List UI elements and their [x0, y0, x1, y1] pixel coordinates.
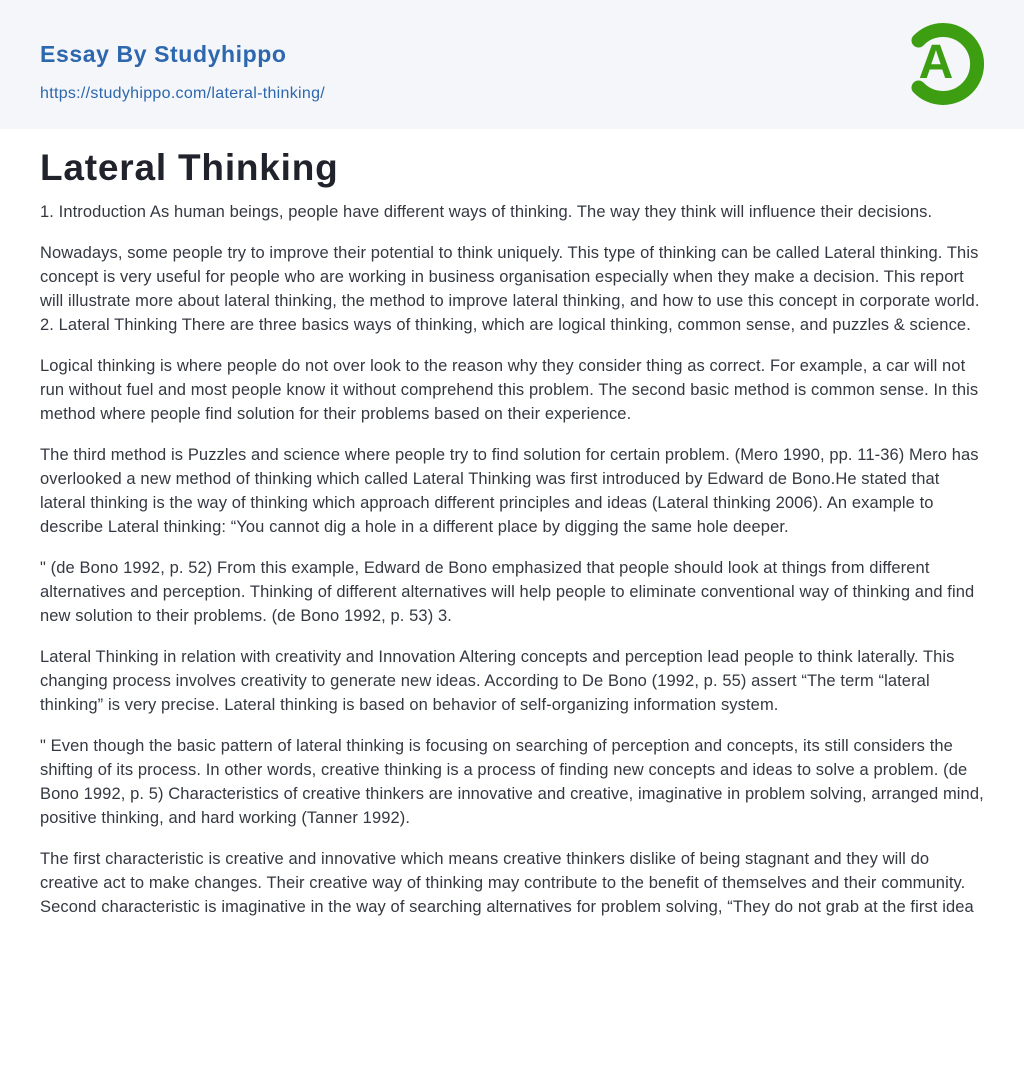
site-title: Essay By Studyhippo [40, 41, 287, 67]
article-title: Lateral Thinking [40, 147, 339, 188]
article [0, 145, 1024, 919]
studyhippo-logo-icon [894, 18, 986, 110]
page-url-link[interactable]: https://studyhippo.com/lateral-thinking/ [40, 85, 326, 102]
article-paragraph: Nowadays, some people try to improve their potential to think uniquely. This type of thinking can be called Lateral thinking. This concept is very useful for people who are working in business organisation especially when they make a decision. This report will illustrate more about lateral thinking, the method to improve lateral thinking, and how to use this concept in corporate world. 2. Lateral Thinking There are three basics ways of thinking, which are logical thinking, common sense, and puzzles & science. [40, 244, 980, 334]
article-paragraph: Logical thinking is where people do not over look to the reason why they consider thing as correct. For example, a car will not run without fuel and most people know it without comprehend this problem. The second basic method is common sense. In this method where people find solution for their problems based on their experience. [40, 357, 979, 423]
page-header [0, 0, 1024, 129]
article-paragraph: Lateral Thinking in relation with creativity and Innovation Altering concepts and perception lead people to think laterally. This changing process involves creativity to generate new ideas. According to De Bono (1992, p. 55) assert “The term “lateral thinking” is very precise. Lateral thinking is based on behavior of self-organizing information system. [40, 648, 955, 714]
article-paragraph: 1. Introduction As human beings, people have different ways of thinking. The way they think will influence their decisions. [40, 203, 933, 221]
article-paragraph: The first characteristic is creative and innovative which means creative thinkers dislike of being stagnant and they will do creative act to make changes. Their creative way of thinking may contribute to the benefit of themselves and their community. Second characteristic is imaginative in the way of searching alternatives for problem solving, “They do not grab at the first idea [40, 850, 974, 916]
article-body [40, 200, 984, 919]
logo-letter: A [918, 36, 954, 89]
article-paragraph: " (de Bono 1992, p. 52) From this example, Edward de Bono emphasized that people should look at things from different alternatives and perception. Thinking of different alternatives will help people to eliminate conventional way of thinking and find new solution to their problems. (de Bono 1992, p. 53) 3. [40, 559, 975, 625]
article-paragraph: The third method is Puzzles and science where people try to find solution for certain problem. (Mero 1990, pp. 11-36) Mero has overlooked a new method of thinking which called Lateral Thinking was first introduced by Edward de Bono.He stated that lateral thinking is the way of thinking which approach different principles and ideas (Lateral thinking 2006). An example to describe Lateral thinking: “You cannot dig a hole in a different place by digging the same hole deeper. [40, 446, 979, 536]
article-paragraph: " Even though the basic pattern of lateral thinking is focusing on searching of perception and concepts, its still considers the shifting of its process. In other words, creative thinking is a process of finding new concepts and ideas to solve a problem. (de Bono 1992, p. 5) Characteristics of creative thinkers are innovative and creative, imaginative in problem solving, arranged mind, positive thinking, and hard working (Tanner 1992). [40, 737, 984, 827]
